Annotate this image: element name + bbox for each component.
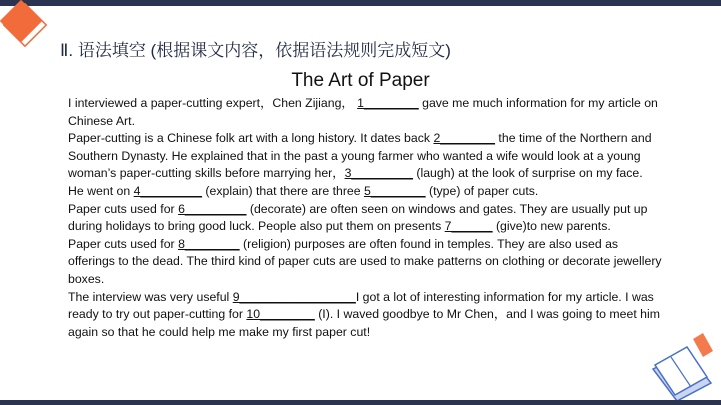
passage-text: Paper cuts used for	[68, 236, 179, 251]
passage-text: gave me much information for my article on Chinese Art.	[68, 96, 658, 128]
open-book-icon	[641, 325, 721, 405]
answer-blank: 10________	[246, 307, 315, 322]
answer-blank: 6_________	[178, 201, 247, 216]
passage-text: (decorate) are often seen on windows and gates. They are usually put up during holidays to bring good luck. People also put them on presents	[68, 201, 648, 234]
passage-text: (I). I waved goodbye to Mr Chen，and I was going to meet him again so that he could help me make my first paper cut!	[68, 307, 660, 339]
passage-text: the time of the Northern and Southern Dynasty. He explained that in the past a young farmer who wanted a wife would look at a young woman’s paper-cutting skills before marrying her，	[68, 131, 652, 181]
bottom-border	[0, 400, 721, 405]
answer-blank: 1________	[357, 96, 419, 110]
answer-blank: 7______	[444, 219, 493, 234]
passage-text: I got a lot of interesting information for my article. I was ready to try out paper-cutting for	[68, 289, 654, 322]
passage-text: (religion) purposes are often found in temples. They are also used as offerings to the dead. The third kind of paper cuts are used to make patterns on clothing or decorate jewellery boxes.	[68, 236, 662, 286]
passage-title: The Art of Paper	[291, 70, 430, 91]
passage-paragraph	[68, 201, 668, 236]
passage-text: (laugh) at the look of surprise on my face.	[412, 166, 643, 181]
passage-text: (type) of paper cuts.	[425, 183, 539, 198]
top-border	[0, 0, 721, 6]
orange-diamond-icon	[0, 0, 60, 60]
section-heading: Ⅱ. 语法填空 (根据课文内容，依据语法规则完成短文)	[60, 41, 451, 60]
passage-paragraph	[68, 236, 668, 289]
passage-text: The interview was very useful	[68, 289, 233, 304]
passage-body	[68, 95, 668, 341]
passage-paragraph	[68, 289, 668, 342]
answer-blank: 9_________________	[232, 289, 356, 304]
answer-blank: 5________	[364, 183, 426, 198]
answer-blank: 3_________	[344, 166, 413, 181]
answer-blank: 2________	[433, 131, 496, 146]
passage-text: (give)to new parents.	[492, 219, 611, 234]
answer-blank: 8________	[178, 236, 240, 251]
passage-text: Paper cuts used for	[68, 201, 179, 216]
passage-text: I interviewed a paper-cutting expert，Chen Zijiang，	[68, 96, 358, 110]
passage-text: (explain) that there are three	[202, 183, 365, 198]
passage-text: He went on	[68, 183, 134, 198]
passage-paragraph	[68, 183, 668, 201]
passage-text: Paper-cutting is a Chinese folk art with a long history. It dates back	[68, 131, 434, 146]
passage-paragraph	[68, 95, 668, 130]
passage-paragraph	[68, 130, 668, 183]
answer-blank: 4_________	[133, 183, 203, 198]
